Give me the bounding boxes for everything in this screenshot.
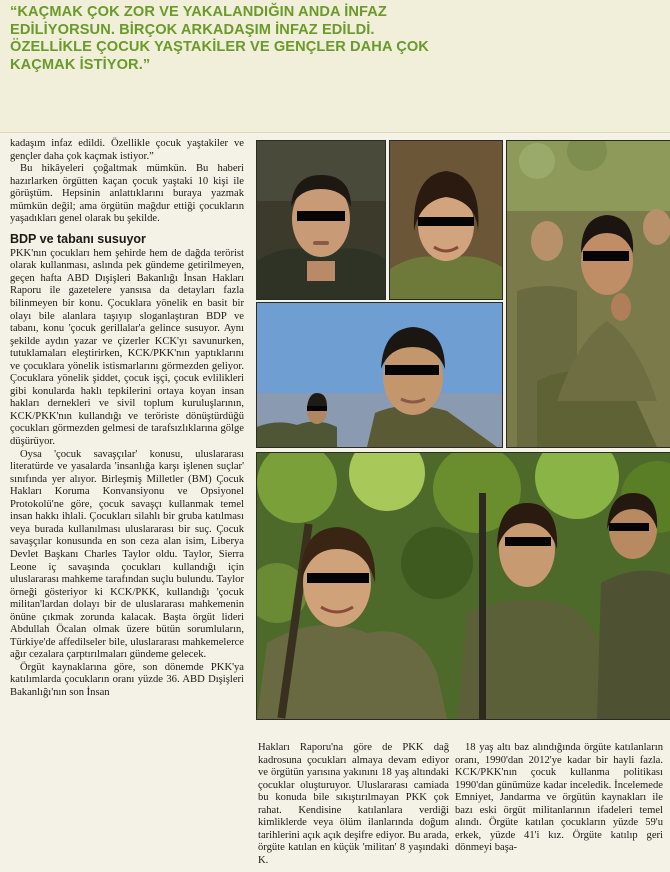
paragraph: 18 yaş altı baz alındığında örgüte katılanların oranı, 1990'dan 2012'ye kadar bir hayli fazla. KCK/PKK'nın çocuk kullanma politikası 1990'dan günümüze kadar inceledik. İncelemede Emniyet, Jandarma ve örgütün kaynakları ile bazı eski örgüt militanlarının ifadeleri temel alındı. Örgüte katılan çocukların yüzde 59'u erkek, yüzde 41'i kız. Örgüte katılıp geri dönmeyi başa- [455, 742, 663, 854]
paragraph: Örgüt kaynaklarına göre, son dönemde PKK'ya katılımlarda çocukların oranı yüzde 36. ABD Dışişleri Bakanlığı'nın son İnsan [10, 661, 244, 698]
pull-quote-text: “KAÇMAK ÇOK ZOR VE YAKALANDIĞIN ANDA İNFAZ EDİLİYORSUN. BİRÇOK ARKADAŞIM İNFAZ EDİLDİ. ÖZELLİKLE ÇOCUK YAŞTAKİLER VE GENÇLER DAHA ÇOK KAÇMAK İSTİYOR.” [10, 4, 429, 73]
photo-boy-sky [256, 302, 503, 448]
photo-boy-portrait [256, 140, 386, 300]
photo-girl-portrait [389, 140, 503, 300]
article-column-3 [455, 742, 663, 855]
paragraph: kadaşım infaz edildi. Özellikle çocuk yaştakiler ve gençler daha çok kaçmak istiyor.” [10, 138, 244, 162]
paragraph: Bu hikâyeleri çoğaltmak mümkün. Bu haberi hazırlarken örgütten kaçan çocuk yaştaki 10 kişi ile görüştüm. Hepsinin anlattıklarını buraya yazmak mümkün değil; ama örgütün mağdur ettiği çocukların yaşadıkları genel olarak bu şekilde. [10, 163, 244, 225]
pull-quote-banner [0, 0, 670, 133]
photo-group-seated [506, 140, 670, 448]
article-column-1 [10, 138, 244, 700]
section-subheading: BDP ve tabanı susuyor [10, 231, 146, 246]
paragraph: Oysa 'çocuk savaşçılar' konusu, uluslararası literatürde ve yasalarda 'insanlığa karşı işlenen suçlar' sınıfında yer alıyor. Birleşmiş Milletler (BM) Çocuk Hakları Koruma Konvansiyonu ve Opsiyonel Protokolü'ne göre, çocuk savaşçı kullanmak temel insan hakkı ihlali. Çocukları silahlı bir gruba katılması veya burada kullanılması uluslararası bir suç. Çocuk savaşçılar konusunda en son ceza alan isim, Liberya Devlet Başkanı Charles Taylor oldu. Taylor, Sierra Leone iç savaşında çocukları kullandığı için uluslararası mahkeme tarafından suçlu bulundu. Taylor örneği gösteriyor ki KCK/PKK, kullandığı 'çocuk militan'lardan dolayı bir de uluslararası mahkemenin önüne çıkmak zorunda kalacak. Başta örgüt lideri Abdullah Öcalan olmak üzere bütün sorumluların, Türkiye'de affedilseler bile, uluslararası mahkemelerce ağır cezalara çarptırılmaları gündeme gelecek. [10, 448, 244, 661]
paragraph: PKK'nın çocukları hem şehirde hem de dağda terörist olarak kullanması, aslında pek gündeme getirilmeyen, geçen hafta ABD Dışişleri Bakanlığı İnsan Hakları Raporu ile gazetelere yansısa da detayları fazla bilinmeyen bir konu. Çocuklara yönelik en basit bir olayı bile alanlara taşıyıp sloganlaştıran BDP ve tabanı, konu 'çocuk gerillalar'a gelince susuyor. Aynı şekilde aydın yazar ve çizerler KCK'yı savunurken, tutuklamaları eleştirirken, KCK/PKK'nın yaptıklarını ve çocuklara yönelik istismarlarını görmezden geliyor. Çocuklara yönelik şiddet, çocuk işçi, çocuk evlilikleri gibi konularda haklı tepkilerini ortaya koyan insan hakları dernekleri ve sivil toplum kuruluşlarının, KCK/PKK'nın kullandığı ve teröriste dönüştürdüğü çocukları görmezden gelmesi de tarafsızlıklarına gölge düşürüyor. [10, 247, 244, 448]
paragraph: Hakları Raporu'na göre de PKK dağ kadrosuna çocukları almaya devam ediyor ve örgütün yarısına yakınını 18 yaş altındaki çocuklar oluşturuyor. Uluslararası camiada bu konuda bile sıkıştırılmayan PKK çok rahat. Kendisine katılanlara verdiği kimliklerde veya ölüm ilanlarında doğum tarihlerini açık açık deşifre ediyor. Bu arada, örgüte katılan en küçük 'militan' 8 yaşındaki K. [258, 742, 449, 866]
photo-girls-rifles [256, 452, 670, 720]
article-column-2 [258, 742, 449, 867]
